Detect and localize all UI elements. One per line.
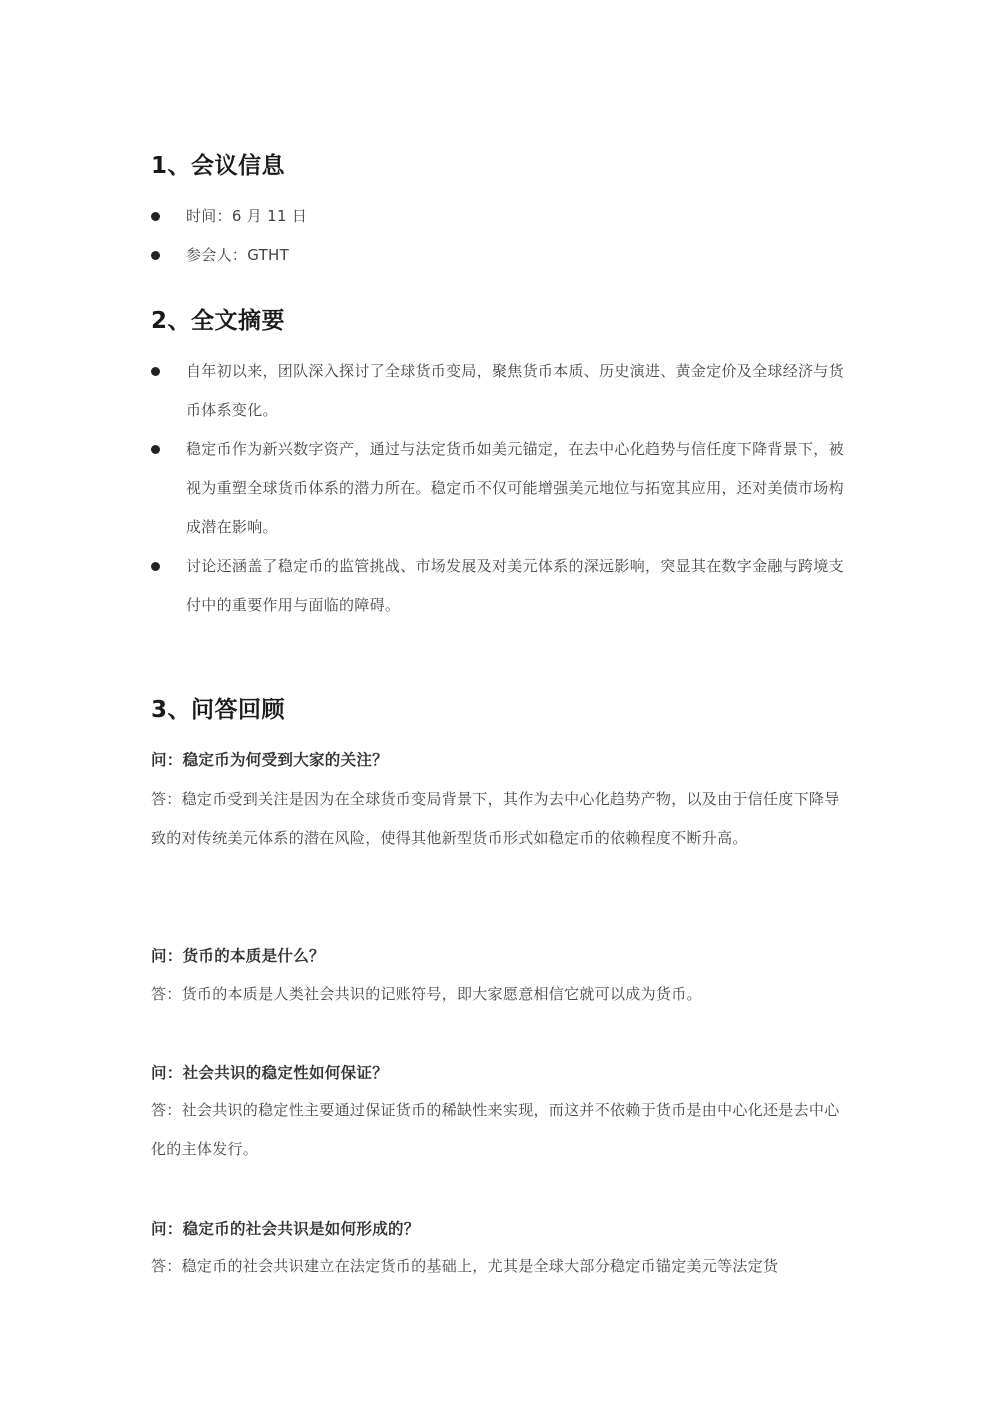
question: 问：稳定币为何受到大家的关注？ bbox=[151, 751, 389, 769]
section-heading-meeting-info: 1、会议信息 bbox=[151, 153, 286, 179]
question: 问：货币的本质是什么？ bbox=[151, 947, 325, 965]
bullet-icon bbox=[151, 251, 160, 260]
meeting-time: 时间：6 月 11 日 bbox=[186, 207, 308, 225]
list-item bbox=[151, 352, 851, 430]
section-heading-qa-review: 3、问答回顾 bbox=[151, 697, 286, 723]
question: 问：社会共识的稳定性如何保证？ bbox=[151, 1064, 389, 1082]
answer: 答：稳定币受到关注是因为在全球货币变局背景下，其作为去中心化趋势产物，以及由于信任度下降导致的对传统美元体系的潜在风险，使得其他新型货币形式如稳定币的依赖程度不断升高。 bbox=[151, 790, 840, 847]
list-item bbox=[151, 197, 851, 236]
meeting-attendees: 参会人：GTHT bbox=[186, 246, 290, 264]
bullet-icon bbox=[151, 445, 160, 454]
answer: 答：稳定币的社会共识建立在法定货币的基础上，尤其是全球大部分稳定币锚定美元等法定货 bbox=[151, 1257, 779, 1275]
bullet-icon bbox=[151, 212, 160, 221]
list-item bbox=[151, 430, 851, 547]
summary-paragraph: 自年初以来，团队深入探讨了全球货币变局，聚焦货币本质、历史演进、黄金定价及全球经济与货币体系变化。 bbox=[186, 362, 844, 419]
answer: 答：货币的本质是人类社会共识的记账符号，即大家愿意相信它就可以成为货币。 bbox=[151, 985, 702, 1003]
list-item bbox=[151, 236, 851, 275]
list-item bbox=[151, 547, 851, 625]
summary-paragraph: 讨论还涵盖了稳定币的监管挑战、市场发展及对美元体系的深远影响，突显其在数字金融与跨境支付中的重要作用与面临的障碍。 bbox=[186, 557, 844, 614]
question: 问：稳定币的社会共识是如何形成的？ bbox=[151, 1220, 420, 1238]
bullet-icon bbox=[151, 562, 160, 571]
section-heading-summary: 2、全文摘要 bbox=[151, 308, 286, 334]
summary-paragraph: 稳定币作为新兴数字资产，通过与法定货币如美元锚定，在去中心化趋势与信任度下降背景下，被视为重塑全球货币体系的潜力所在。稳定币不仅可能增强美元地位与拓宽其应用，还对美债市场构成潜在影响。 bbox=[186, 440, 844, 536]
bullet-icon bbox=[151, 367, 160, 376]
answer: 答：社会共识的稳定性主要通过保证货币的稀缺性来实现，而这并不依赖于货币是由中心化还是去中心化的主体发行。 bbox=[151, 1101, 840, 1158]
